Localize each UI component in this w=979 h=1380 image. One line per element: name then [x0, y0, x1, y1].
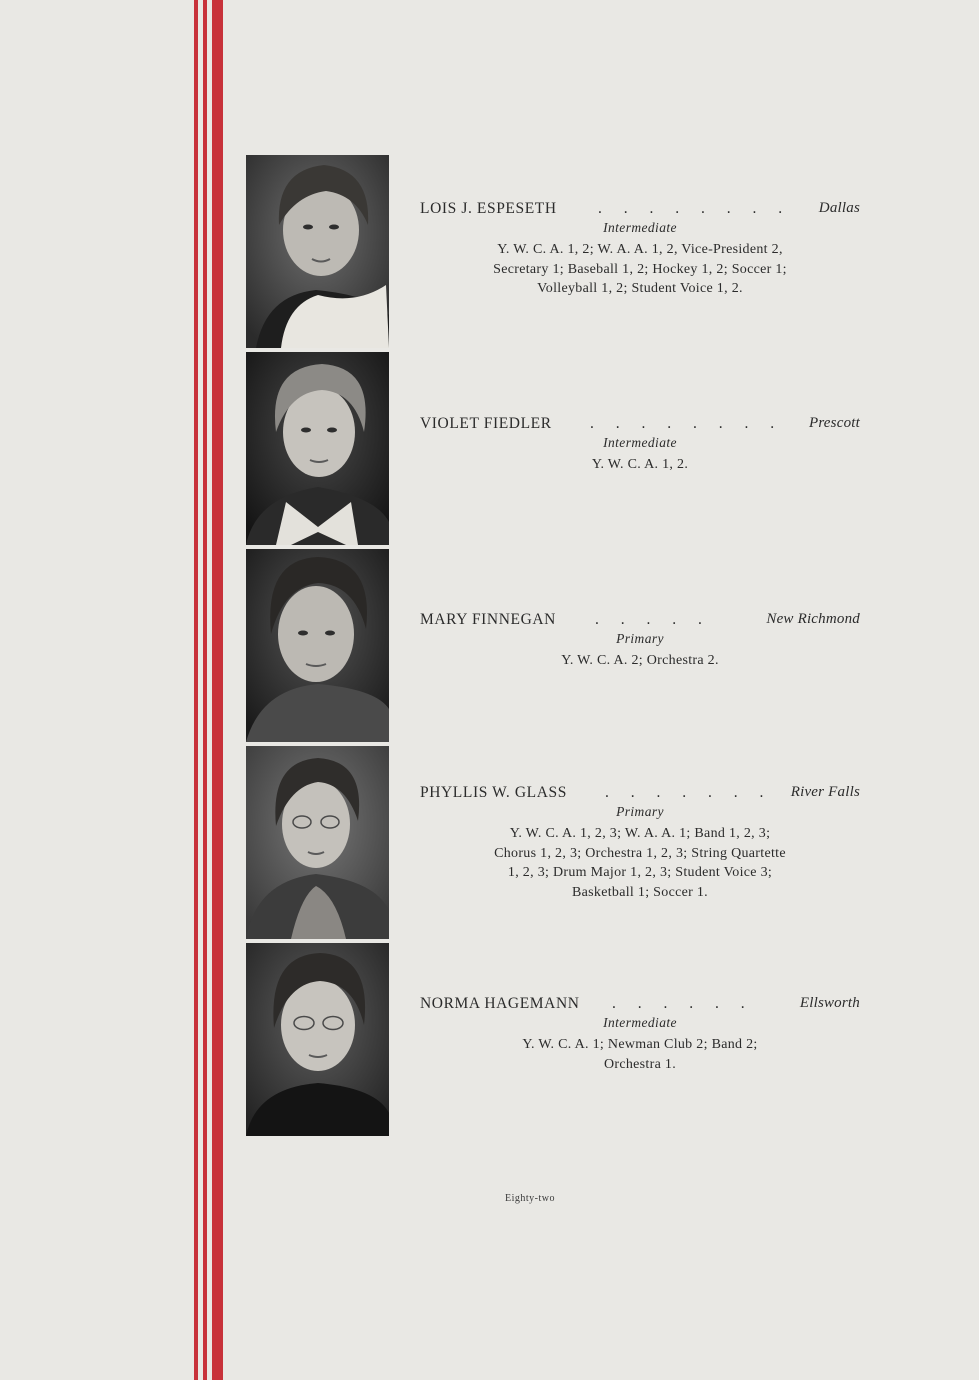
page-number: Eighty-two [505, 1193, 555, 1204]
hometown: River Falls [790, 784, 860, 800]
activities [420, 240, 860, 299]
red-border-stripes [194, 0, 230, 1380]
stripe-wide [212, 0, 223, 1380]
leader-dots: . . . . . . . . [590, 415, 784, 432]
student-name: NORMA HAGEMANN [420, 995, 580, 1012]
portrait-photo-fiedler [246, 352, 389, 545]
student-name: MARY FINNEGAN [420, 611, 556, 628]
hometown: Ellsworth [799, 995, 860, 1011]
entry-headline [420, 611, 860, 633]
entry-headline [420, 784, 860, 806]
stripe-thin-2 [203, 0, 207, 1380]
leader-dots: . . . . . . . . [598, 200, 792, 217]
portrait-photo-glass [246, 746, 389, 939]
activities [420, 824, 860, 902]
activities-line: 1, 2, 3; Drum Major 1, 2, 3; Student Voice 3; [507, 865, 773, 880]
course-of-study: Primary [616, 804, 664, 819]
activities [420, 1035, 860, 1074]
hometown: Dallas [818, 200, 860, 216]
activities [420, 455, 860, 475]
activities-line: Volleyball 1, 2; Student Voice 1, 2. [537, 281, 743, 296]
activities-line: Y. W. C. A. 1, 2, 3; W. A. A. 1; Band 1, 2, 3; [509, 826, 771, 841]
entry-headline [420, 415, 860, 437]
hometown: Prescott [808, 415, 860, 431]
student-entry [420, 784, 860, 902]
entry-headline [420, 200, 860, 222]
student-entry [420, 200, 860, 299]
activities-line: Orchestra 1. [603, 1056, 676, 1072]
student-entry [420, 415, 860, 475]
stripe-thin-1 [194, 0, 198, 1380]
entry-headline [420, 995, 860, 1017]
leader-dots: . . . . . [595, 611, 711, 628]
activities-line: Y. W. C. A. 1, 2; W. A. A. 1, 2, Vice-President 2, [497, 242, 783, 257]
portrait-photo-hagemann [246, 943, 389, 1136]
student-entry [420, 995, 860, 1074]
activities-line: Y. W. C. A. 1; Newman Club 2; Band 2; [522, 1037, 758, 1052]
activities-line: Y. W. C. A. 2; Orchestra 2. [561, 653, 719, 668]
student-entry [420, 611, 860, 671]
activities [420, 651, 860, 671]
activities-line: Basketball 1; Soccer 1. [572, 884, 708, 900]
activities-line: Secretary 1; Baseball 1, 2; Hockey 1, 2; Soccer 1; [493, 261, 787, 277]
activities-line: Chorus 1, 2, 3; Orchestra 1, 2, 3; String Quartette [494, 845, 786, 861]
student-name: LOIS J. ESPESETH [420, 200, 557, 217]
leader-dots: . . . . . . . [605, 784, 773, 801]
student-name: PHYLLIS W. GLASS [420, 784, 567, 801]
course-of-study: Intermediate [603, 220, 677, 235]
course-of-study: Intermediate [603, 1015, 677, 1030]
portrait-photo-finnegan [246, 549, 389, 742]
course-of-study: Intermediate [603, 435, 677, 450]
activities-line: Y. W. C. A. 1, 2. [591, 457, 689, 472]
course-of-study: Primary [616, 631, 664, 646]
portrait-photo-espeseth [246, 155, 389, 348]
portrait-column [246, 155, 389, 1140]
student-name: VIOLET FIEDLER [420, 415, 552, 432]
leader-dots: . . . . . . [612, 995, 754, 1012]
hometown: New Richmond [766, 611, 860, 627]
